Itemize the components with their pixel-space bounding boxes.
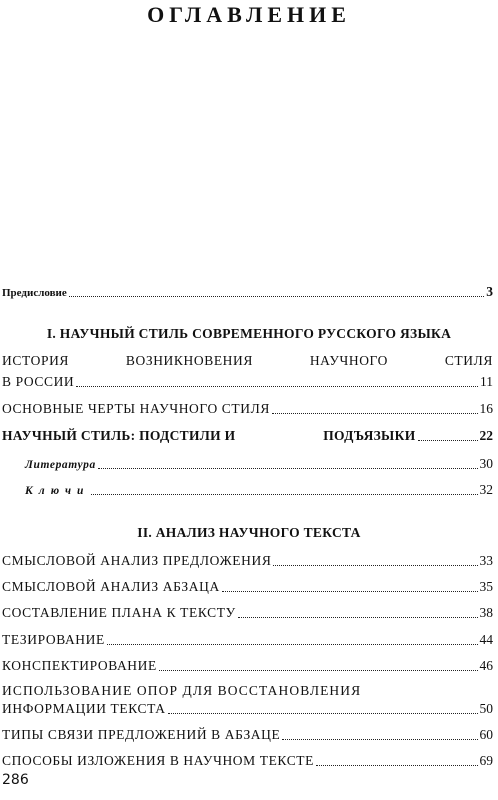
toc-entry-page: 69: [479, 753, 493, 768]
toc-entry-sentence-analysis[interactable]: [2, 553, 493, 569]
toc-entry-keys[interactable]: [25, 482, 493, 498]
toc-entry-page: 16: [479, 401, 493, 416]
toc-entry-substyles[interactable]: [2, 428, 493, 444]
toc-entry-label: Литература: [25, 459, 96, 471]
toc-entry-history-line1[interactable]: [2, 353, 493, 369]
toc-entry-page: 33: [479, 553, 493, 568]
toc-entry-literature[interactable]: [25, 456, 493, 472]
dot-leader: [273, 564, 477, 566]
dot-leader: [91, 493, 477, 495]
toc-entry-summary[interactable]: [2, 658, 493, 674]
toc-entry-page: 44: [479, 632, 493, 647]
toc-entry-sentence-links[interactable]: [2, 727, 493, 743]
toc-entry-theses[interactable]: [2, 632, 493, 648]
toc-entry-page: 46: [479, 658, 493, 673]
toc-entry-label: ТИПЫ СВЯЗИ ПРЕДЛОЖЕНИЙ В АБЗАЦЕ: [2, 727, 281, 742]
page-number: 286: [2, 772, 29, 788]
toc-entry-label: СМЫСЛОВОЙ АНАЛИЗ ПРЕДЛОЖЕНИЯ: [2, 553, 272, 568]
page-title: ОГЛАВЛЕНИЕ: [147, 2, 351, 27]
toc-entry-paragraph-analysis[interactable]: [2, 579, 493, 595]
dot-leader: [98, 467, 478, 469]
toc-entry-history[interactable]: [2, 374, 493, 390]
toc-entry-plan[interactable]: [2, 605, 493, 621]
section-heading-1: I. НАУЧНЫЙ СТИЛЬ СОВРЕМЕННОГО РУССКОГО ЯЗЫКА: [46, 326, 452, 341]
toc-entry-page: 35: [479, 579, 493, 594]
history-word: СТИЛЯ: [444, 353, 493, 368]
dot-leader: [222, 590, 478, 592]
toc-entry-label: Ключи: [25, 485, 90, 497]
dot-leader: [168, 712, 478, 714]
dot-leader: [272, 412, 478, 414]
toc-entry-label: СОСТАВЛЕНИЕ ПЛАНА К ТЕКСТУ: [2, 605, 236, 620]
toc-entry-label: Предисловие: [2, 287, 67, 299]
toc-entry-label: СПОСОБЫ ИЗЛОЖЕНИЯ В НАУЧНОМ ТЕКСТЕ: [2, 753, 314, 768]
toc-entry-label-part2: ПОДЪЯЗЫКИ: [323, 428, 416, 443]
toc-entry-label: ИНФОРМАЦИИ ТЕКСТА: [2, 701, 166, 716]
dot-leader: [418, 439, 478, 441]
toc-entry-label: СМЫСЛОВОЙ АНАЛИЗ АБЗАЦА: [2, 579, 220, 594]
toc-entry-preface[interactable]: [2, 284, 493, 300]
history-word: ИСТОРИЯ: [2, 353, 70, 368]
toc-entry-supports[interactable]: [2, 701, 493, 717]
dot-leader: [238, 616, 478, 618]
toc-entry-page: 22: [479, 428, 493, 443]
toc-entry-label: ТЕЗИРОВАНИЕ: [2, 632, 105, 647]
toc-entry-page: 3: [486, 284, 493, 299]
toc-entry-page: 30: [479, 456, 493, 471]
toc-entry-page: 32: [479, 482, 493, 497]
dot-leader: [282, 738, 477, 740]
dot-leader: [69, 295, 484, 297]
toc-entry-label: ИСПОЛЬЗОВАНИЕ ОПОР ДЛЯ ВОССТАНОВЛЕНИЯ: [2, 683, 362, 698]
toc-entry-features[interactable]: [2, 401, 493, 417]
toc-entry-page: 11: [480, 374, 493, 389]
toc-entry-supports-line1[interactable]: [2, 683, 493, 699]
dot-leader: [107, 643, 478, 645]
toc-entry-presentation-methods[interactable]: [2, 753, 493, 769]
history-word: НАУЧНОГО: [309, 353, 388, 368]
dot-leader: [159, 669, 478, 671]
toc-entry-page: 50: [479, 701, 493, 716]
section-heading-2: II. АНАЛИЗ НАУЧНОГО ТЕКСТА: [137, 525, 361, 540]
toc-entry-label: В РОССИИ: [2, 374, 75, 389]
toc-entry-label: НАУЧНЫЙ СТИЛЬ: ПОДСТИЛИ И: [2, 428, 236, 443]
toc-entry-page: 60: [479, 727, 493, 742]
toc-entry-page: 38: [479, 605, 493, 620]
dot-leader: [76, 385, 478, 387]
toc-entry-label: ОСНОВНЫЕ ЧЕРТЫ НАУЧНОГО СТИЛЯ: [2, 401, 270, 416]
history-word: ВОЗНИКНОВЕНИЯ: [125, 353, 253, 368]
toc-entry-label: КОНСПЕКТИРОВАНИЕ: [2, 658, 157, 673]
dot-leader: [316, 764, 478, 766]
